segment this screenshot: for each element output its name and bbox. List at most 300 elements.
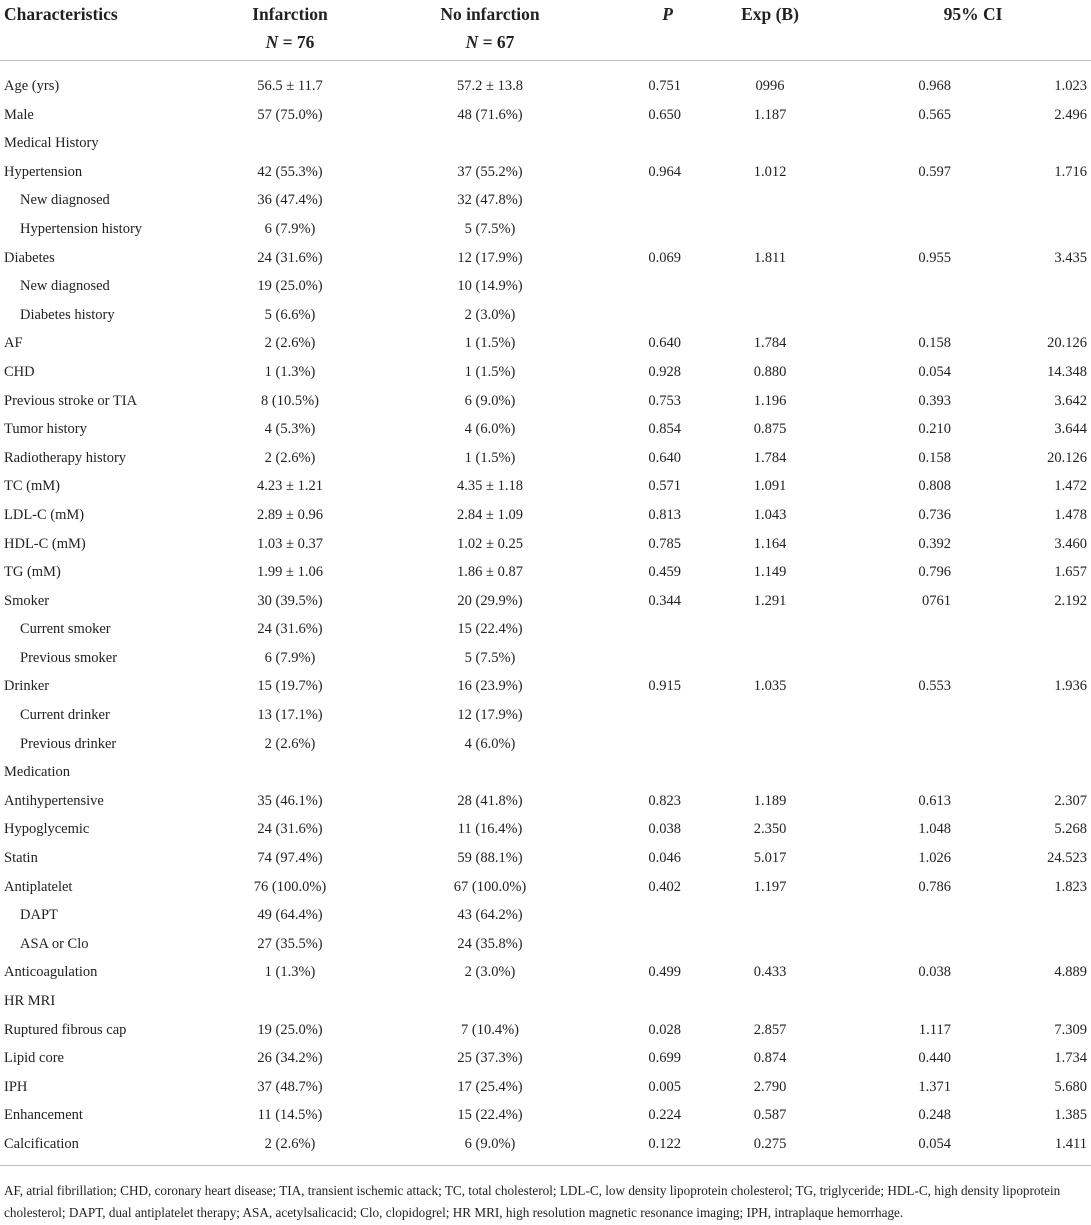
cell-ci-low bbox=[855, 701, 955, 730]
cell-ci-low bbox=[855, 301, 955, 330]
cell-infarction: 35 (46.1%) bbox=[257, 792, 323, 809]
cell-no-infarction: 5 (7.5%) bbox=[464, 220, 516, 237]
cell-exp-b: 1.149 bbox=[753, 564, 787, 581]
table-row bbox=[0, 873, 1091, 902]
cell-p-value: 0.854 bbox=[648, 421, 681, 438]
row-label: Medication bbox=[4, 764, 71, 781]
cell-infarction: 57 (75.0%) bbox=[257, 106, 323, 123]
cell-infarction: 56.5 ± 11.7 bbox=[257, 78, 323, 94]
header-characteristics: Characteristics bbox=[4, 4, 118, 24]
header-p: P bbox=[662, 4, 673, 24]
cell-ci-low: 1.048 bbox=[918, 821, 951, 838]
cell-p-value: 0.005 bbox=[648, 1078, 681, 1095]
cell-ci-low: 0.038 bbox=[918, 964, 951, 981]
cell-ci-low: 0.054 bbox=[918, 1135, 951, 1152]
cell-exp-b: 1.012 bbox=[753, 163, 787, 180]
cell-ci-high: 1.734 bbox=[1054, 1050, 1088, 1067]
cell-no-infarction: 11 (16.4%) bbox=[457, 821, 523, 838]
table-row bbox=[0, 444, 1091, 473]
cell-ci-low bbox=[855, 758, 955, 787]
cell-no-infarction: 6 (9.0%) bbox=[464, 1135, 516, 1152]
cell-no-infarction: 10 (14.9%) bbox=[457, 278, 523, 295]
table-row bbox=[0, 186, 1091, 215]
cell-exp-b bbox=[685, 730, 855, 759]
cell-p-value: 0.813 bbox=[648, 506, 681, 523]
cell-ci-low: 0.968 bbox=[918, 78, 951, 94]
cell-ci-high: 5.680 bbox=[1054, 1078, 1088, 1095]
cell-exp-b: 0.875 bbox=[753, 421, 787, 438]
cell-ci-low: 0.796 bbox=[918, 564, 951, 581]
cell-ci-low: 0.736 bbox=[918, 506, 951, 523]
cell-p-value: 0.928 bbox=[648, 363, 681, 380]
cell-exp-b: 0.874 bbox=[753, 1050, 787, 1067]
cell-p-value bbox=[590, 901, 685, 930]
cell-exp-b: 0.275 bbox=[753, 1135, 787, 1152]
row-label: HR MRI bbox=[4, 993, 56, 1009]
cell-p-value: 0.571 bbox=[648, 478, 681, 495]
cell-ci-low: 0.808 bbox=[918, 478, 951, 495]
cell-exp-b bbox=[685, 930, 855, 959]
table-row bbox=[0, 987, 1091, 1016]
row-label: Antihypertensive bbox=[4, 792, 104, 809]
cell-exp-b: 2.790 bbox=[753, 1078, 787, 1095]
cell-p-value bbox=[590, 701, 685, 730]
header-infarction-n bbox=[190, 28, 390, 56]
header-infarction-n-symbol: N bbox=[265, 32, 279, 52]
table-row bbox=[0, 1073, 1091, 1102]
cell-p-value: 0.640 bbox=[648, 335, 681, 352]
cell-infarction: 4 (5.3%) bbox=[264, 421, 316, 438]
cell-p-value: 0.640 bbox=[648, 449, 681, 466]
table-row bbox=[0, 415, 1091, 444]
table-row bbox=[0, 844, 1091, 873]
cell-ci-low bbox=[855, 186, 955, 215]
header-no-infarction-label: No infarction bbox=[440, 4, 540, 24]
cell-ci-low bbox=[855, 615, 955, 644]
cell-infarction: 11 (14.5%) bbox=[257, 1107, 323, 1124]
cell-infarction: 27 (35.5%) bbox=[257, 935, 323, 952]
cell-ci-low: 0.210 bbox=[918, 421, 951, 438]
row-label: Statin bbox=[4, 850, 38, 867]
cell-ci-low: 0.955 bbox=[918, 249, 951, 266]
header-expb: Exp (B) bbox=[741, 4, 799, 24]
cell-exp-b bbox=[685, 987, 855, 1016]
cell-p-value: 0.224 bbox=[648, 1107, 681, 1124]
row-label: Hypertension history bbox=[20, 220, 143, 237]
cell-ci-low: 0.440 bbox=[918, 1050, 951, 1067]
cell-no-infarction: 37 (55.2%) bbox=[457, 163, 523, 180]
cell-p-value bbox=[590, 987, 685, 1016]
cell-ci-high bbox=[955, 930, 1091, 959]
cell-infarction bbox=[190, 129, 390, 158]
cell-p-value: 0.699 bbox=[648, 1050, 681, 1067]
cell-infarction: 2 (2.6%) bbox=[264, 449, 316, 466]
table-row bbox=[0, 587, 1091, 616]
table-row bbox=[0, 129, 1091, 158]
header-no-infarction-n-value: = 67 bbox=[482, 32, 515, 52]
cell-exp-b bbox=[685, 901, 855, 930]
cell-p-value: 0.915 bbox=[648, 678, 681, 695]
table-row bbox=[0, 615, 1091, 644]
row-label: Previous drinker bbox=[20, 735, 117, 752]
cell-ci-high: 4.889 bbox=[1054, 964, 1088, 981]
cell-ci-high: 14.348 bbox=[1047, 363, 1088, 380]
cell-p-value: 0.751 bbox=[648, 78, 681, 94]
cell-ci-high bbox=[955, 758, 1091, 787]
cell-exp-b: 5.017 bbox=[753, 850, 787, 867]
cell-ci-low bbox=[855, 987, 955, 1016]
table-row bbox=[0, 72, 1091, 101]
table-footnote: AF, atrial fibrillation; CHD, coronary heart disease; TIA, transient ischemic attack; TC, total cholesterol; LDL-C, low density lipoprotein cholesterol; TG, triglyceride; HDL-C, high density lipoprotein cholesterol; DAPT, dual antiplatelet therapy; ASA, acetylsalicacid; Clo, clopidogrel; HR MRI, high resolution magnetic resonance imaging; IPH, intraplaque hemorrhage. bbox=[4, 1183, 1061, 1220]
cell-ci-low: 0.565 bbox=[918, 106, 951, 123]
cell-no-infarction bbox=[390, 987, 590, 1016]
row-label: Lipid core bbox=[4, 1050, 64, 1067]
cell-ci-high: 1.657 bbox=[1054, 564, 1088, 581]
cell-exp-b: 0.433 bbox=[753, 964, 787, 981]
cell-exp-b: 2.857 bbox=[753, 1021, 787, 1038]
row-label: Radiotherapy history bbox=[4, 449, 127, 466]
cell-no-infarction: 17 (25.4%) bbox=[457, 1078, 523, 1095]
table-row bbox=[0, 101, 1091, 130]
cell-no-infarction: 1 (1.5%) bbox=[464, 335, 516, 352]
table-row bbox=[0, 730, 1091, 759]
cell-ci-low: 0.597 bbox=[918, 163, 951, 180]
cell-exp-b: 1.187 bbox=[753, 106, 787, 123]
table-header bbox=[0, 0, 1091, 72]
table-row bbox=[0, 672, 1091, 701]
cell-ci-high: 2.192 bbox=[1054, 592, 1088, 609]
cell-infarction: 6 (7.9%) bbox=[264, 220, 316, 237]
row-label: AF bbox=[4, 335, 23, 352]
cell-exp-b: 1.811 bbox=[753, 249, 787, 266]
cell-infarction: 4.23 ± 1.21 bbox=[257, 478, 323, 495]
cell-p-value: 0.122 bbox=[648, 1135, 681, 1152]
cell-ci-low: 0.613 bbox=[918, 792, 951, 809]
cell-exp-b: 1.291 bbox=[753, 592, 787, 609]
cell-no-infarction: 4.35 ± 1.18 bbox=[457, 478, 523, 495]
cell-no-infarction: 2 (3.0%) bbox=[464, 306, 516, 323]
cell-ci-high bbox=[955, 129, 1091, 158]
cell-ci-high: 1.411 bbox=[1054, 1135, 1088, 1152]
row-label: Smoker bbox=[4, 592, 50, 609]
cell-no-infarction: 32 (47.8%) bbox=[457, 192, 523, 209]
cell-infarction: 6 (7.9%) bbox=[264, 649, 316, 666]
cell-exp-b bbox=[685, 701, 855, 730]
cell-p-value bbox=[590, 615, 685, 644]
row-label: Current drinker bbox=[20, 707, 110, 724]
table-row bbox=[0, 329, 1091, 358]
cell-ci-low: 1.371 bbox=[918, 1078, 951, 1095]
cell-ci-high: 3.644 bbox=[1054, 421, 1088, 438]
cell-no-infarction: 12 (17.9%) bbox=[457, 249, 523, 266]
cell-no-infarction: 1 (1.5%) bbox=[464, 363, 516, 380]
table-row bbox=[0, 815, 1091, 844]
cell-ci-high: 1.472 bbox=[1054, 478, 1088, 495]
row-label: Hypertension bbox=[4, 163, 83, 180]
cell-ci-high: 2.307 bbox=[1054, 792, 1088, 809]
cell-no-infarction: 4 (6.0%) bbox=[464, 735, 516, 752]
cell-exp-b: 1.784 bbox=[753, 449, 787, 466]
cell-p-value: 0.753 bbox=[648, 392, 681, 409]
row-label: Medical History bbox=[4, 135, 99, 152]
row-label: Hypoglycemic bbox=[4, 821, 90, 838]
cell-ci-high: 1.478 bbox=[1054, 506, 1088, 523]
table-row bbox=[0, 930, 1091, 959]
cell-no-infarction: 1 (1.5%) bbox=[464, 449, 516, 466]
cell-ci-high: 7.309 bbox=[1054, 1021, 1088, 1038]
cell-ci-high: 20.126 bbox=[1047, 449, 1088, 466]
table-row bbox=[0, 501, 1091, 530]
cell-no-infarction: 16 (23.9%) bbox=[457, 678, 523, 695]
cell-infarction: 26 (34.2%) bbox=[257, 1050, 323, 1067]
cell-no-infarction: 59 (88.1%) bbox=[457, 850, 523, 867]
header-ci: 95% CI bbox=[943, 4, 1003, 24]
cell-p-value bbox=[590, 301, 685, 330]
cell-ci-high: 1.385 bbox=[1054, 1107, 1088, 1124]
cell-ci-high bbox=[955, 901, 1091, 930]
table-row bbox=[0, 644, 1091, 673]
table-row bbox=[0, 558, 1091, 587]
header-infarction-n-value: = 76 bbox=[282, 32, 315, 52]
cell-ci-high bbox=[955, 615, 1091, 644]
table-row bbox=[0, 758, 1091, 787]
cell-p-value bbox=[590, 215, 685, 244]
cell-ci-high: 3.435 bbox=[1054, 249, 1088, 266]
row-label: Previous smoker bbox=[20, 649, 118, 666]
cell-ci-high: 1.823 bbox=[1054, 878, 1088, 895]
cell-infarction: 2 (2.6%) bbox=[264, 1135, 316, 1152]
cell-infarction: 24 (31.6%) bbox=[257, 621, 323, 638]
cell-infarction: 15 (19.7%) bbox=[257, 678, 323, 695]
row-label: Tumor history bbox=[4, 421, 87, 438]
table-row bbox=[0, 1101, 1091, 1130]
row-label: Diabetes bbox=[4, 249, 55, 266]
footer-rule bbox=[0, 1165, 1091, 1166]
table-row bbox=[0, 215, 1091, 244]
cell-no-infarction: 7 (10.4%) bbox=[461, 1021, 519, 1038]
cell-exp-b: 1.164 bbox=[753, 535, 787, 552]
cell-no-infarction: 25 (37.3%) bbox=[457, 1050, 523, 1067]
cell-exp-b: 1.043 bbox=[753, 506, 787, 523]
cell-ci-low bbox=[855, 272, 955, 301]
cell-exp-b bbox=[685, 758, 855, 787]
cell-no-infarction bbox=[390, 129, 590, 158]
row-label: Enhancement bbox=[4, 1107, 83, 1124]
cell-no-infarction bbox=[390, 758, 590, 787]
table-row bbox=[0, 358, 1091, 387]
cell-infarction: 1 (1.3%) bbox=[264, 363, 316, 380]
cell-p-value: 0.650 bbox=[648, 106, 681, 123]
cell-ci-low: 0.393 bbox=[918, 392, 951, 409]
cell-infarction: 2 (2.6%) bbox=[264, 735, 316, 752]
row-label: HDL-C (mM) bbox=[4, 535, 86, 552]
cell-exp-b bbox=[685, 129, 855, 158]
cell-no-infarction: 12 (17.9%) bbox=[457, 707, 523, 724]
cell-ci-low bbox=[855, 215, 955, 244]
cell-ci-low: 1.117 bbox=[918, 1021, 951, 1038]
table-row bbox=[0, 901, 1091, 930]
cell-ci-low bbox=[855, 930, 955, 959]
cell-infarction: 2.89 ± 0.96 bbox=[257, 506, 323, 523]
cell-p-value bbox=[590, 930, 685, 959]
cell-ci-high: 1.716 bbox=[1054, 163, 1088, 180]
table-row bbox=[0, 530, 1091, 559]
cell-p-value: 0.499 bbox=[648, 964, 681, 981]
cell-ci-high bbox=[955, 272, 1091, 301]
cell-p-value bbox=[590, 730, 685, 759]
cell-ci-high: 1.023 bbox=[1054, 78, 1088, 94]
cell-ci-low bbox=[855, 901, 955, 930]
cell-p-value: 0.823 bbox=[648, 792, 681, 809]
cell-no-infarction: 15 (22.4%) bbox=[457, 621, 523, 638]
cell-infarction: 24 (31.6%) bbox=[257, 821, 323, 838]
cell-infarction: 30 (39.5%) bbox=[257, 592, 323, 609]
table-row bbox=[0, 301, 1091, 330]
cell-ci-high: 3.460 bbox=[1054, 535, 1088, 552]
cell-p-value: 0.069 bbox=[648, 249, 681, 266]
cell-exp-b: 1.196 bbox=[753, 392, 787, 409]
cell-exp-b bbox=[685, 215, 855, 244]
cell-no-infarction: 24 (35.8%) bbox=[457, 935, 523, 952]
cell-exp-b: 1.784 bbox=[753, 335, 787, 352]
row-label: New diagnosed bbox=[20, 192, 110, 209]
cell-infarction: 74 (97.4%) bbox=[257, 850, 323, 867]
row-label: Ruptured fibrous cap bbox=[4, 1021, 127, 1038]
cell-ci-high bbox=[955, 987, 1091, 1016]
row-label: Calcification bbox=[4, 1135, 79, 1152]
cell-no-infarction: 15 (22.4%) bbox=[457, 1107, 523, 1124]
cell-exp-b bbox=[685, 644, 855, 673]
header-no-infarction-n-symbol: N bbox=[465, 32, 479, 52]
table-row bbox=[0, 1044, 1091, 1073]
cell-infarction bbox=[190, 758, 390, 787]
cell-no-infarction: 6 (9.0%) bbox=[464, 392, 516, 409]
row-label: Previous stroke or TIA bbox=[4, 392, 138, 409]
cell-infarction: 5 (6.6%) bbox=[264, 306, 316, 323]
row-label: Antiplatelet bbox=[4, 878, 73, 895]
cell-p-value bbox=[590, 758, 685, 787]
cell-ci-low: 0.158 bbox=[918, 335, 951, 352]
cell-p-value: 0.459 bbox=[648, 564, 681, 581]
cell-no-infarction: 4 (6.0%) bbox=[464, 421, 516, 438]
cell-p-value bbox=[590, 272, 685, 301]
cell-exp-b: 2.350 bbox=[753, 821, 787, 838]
cell-p-value: 0.038 bbox=[648, 821, 681, 838]
row-label: ASA or Clo bbox=[20, 935, 89, 952]
cell-ci-low bbox=[855, 730, 955, 759]
cell-no-infarction: 67 (100.0%) bbox=[453, 878, 527, 895]
cell-ci-low: 0761 bbox=[922, 592, 951, 609]
cell-no-infarction: 57.2 ± 13.8 bbox=[457, 78, 523, 94]
header-no-infarction bbox=[390, 0, 590, 61]
table-row bbox=[0, 158, 1091, 187]
row-label: TG (mM) bbox=[4, 564, 61, 581]
cell-p-value: 0.402 bbox=[648, 878, 681, 895]
table-body bbox=[0, 72, 1091, 1159]
row-label: Drinker bbox=[4, 678, 50, 695]
cell-infarction: 49 (64.4%) bbox=[257, 907, 323, 924]
cell-no-infarction: 1.02 ± 0.25 bbox=[457, 535, 523, 552]
cell-ci-low: 0.786 bbox=[918, 878, 951, 895]
table-row bbox=[0, 787, 1091, 816]
table-row bbox=[0, 1130, 1091, 1159]
cell-infarction: 42 (55.3%) bbox=[257, 163, 323, 180]
cell-ci-high: 5.268 bbox=[1054, 821, 1088, 838]
cell-exp-b: 1.091 bbox=[753, 478, 787, 495]
row-label: Anticoagulation bbox=[4, 964, 98, 981]
cell-ci-low bbox=[855, 644, 955, 673]
row-label: Male bbox=[4, 106, 34, 123]
cell-ci-low: 1.026 bbox=[918, 850, 951, 867]
header-no-infarction-n bbox=[390, 28, 590, 56]
cell-infarction: 8 (10.5%) bbox=[261, 392, 319, 409]
row-label: LDL-C (mM) bbox=[4, 506, 85, 523]
cell-infarction: 37 (48.7%) bbox=[257, 1078, 323, 1095]
cell-p-value: 0.046 bbox=[648, 850, 681, 867]
row-label: Diabetes history bbox=[20, 306, 115, 323]
cell-ci-high bbox=[955, 701, 1091, 730]
cell-infarction: 1 (1.3%) bbox=[264, 964, 316, 981]
cell-ci-high: 2.496 bbox=[1054, 106, 1088, 123]
table-row bbox=[0, 701, 1091, 730]
cell-ci-low: 0.248 bbox=[918, 1107, 951, 1124]
cell-ci-high: 24.523 bbox=[1047, 850, 1088, 867]
cell-no-infarction: 20 (29.9%) bbox=[457, 592, 523, 609]
cell-infarction: 24 (31.6%) bbox=[257, 249, 323, 266]
cell-exp-b: 0.587 bbox=[753, 1107, 787, 1124]
header-infarction-label: Infarction bbox=[252, 4, 328, 24]
cell-infarction: 36 (47.4%) bbox=[257, 192, 323, 209]
header-infarction bbox=[190, 0, 390, 61]
cell-p-value bbox=[590, 129, 685, 158]
row-label: TC (mM) bbox=[4, 478, 60, 495]
cell-p-value bbox=[590, 644, 685, 673]
cell-ci-low bbox=[855, 129, 955, 158]
cell-infarction: 1.03 ± 0.37 bbox=[257, 535, 323, 552]
cell-ci-high bbox=[955, 186, 1091, 215]
cell-no-infarction: 1.86 ± 0.87 bbox=[457, 564, 523, 581]
cell-ci-high: 3.642 bbox=[1054, 392, 1088, 409]
cell-no-infarction: 28 (41.8%) bbox=[457, 792, 523, 809]
row-label: Age (yrs) bbox=[4, 78, 60, 94]
cell-ci-high bbox=[955, 215, 1091, 244]
table-row bbox=[0, 472, 1091, 501]
row-label: DAPT bbox=[20, 907, 58, 924]
cell-exp-b bbox=[685, 301, 855, 330]
cell-p-value: 0.785 bbox=[648, 535, 681, 552]
cell-infarction: 19 (25.0%) bbox=[257, 278, 323, 295]
cell-infarction: 76 (100.0%) bbox=[253, 878, 327, 895]
cell-exp-b: 1.035 bbox=[753, 678, 787, 695]
cell-exp-b bbox=[685, 615, 855, 644]
cell-exp-b bbox=[685, 272, 855, 301]
cell-no-infarction: 48 (71.6%) bbox=[457, 106, 523, 123]
table-row bbox=[0, 244, 1091, 273]
row-label: IPH bbox=[4, 1078, 28, 1095]
cell-no-infarction: 2.84 ± 1.09 bbox=[457, 506, 523, 523]
cell-exp-b bbox=[685, 186, 855, 215]
cell-infarction: 19 (25.0%) bbox=[257, 1021, 323, 1038]
cell-p-value: 0.964 bbox=[648, 163, 681, 180]
cell-no-infarction: 43 (64.2%) bbox=[457, 907, 523, 924]
cell-ci-low: 0.392 bbox=[918, 535, 951, 552]
cell-no-infarction: 2 (3.0%) bbox=[464, 964, 516, 981]
cell-ci-high bbox=[955, 644, 1091, 673]
cell-infarction: 1.99 ± 1.06 bbox=[257, 564, 323, 581]
table-row bbox=[0, 272, 1091, 301]
cell-infarction bbox=[190, 987, 390, 1016]
cell-infarction: 13 (17.1%) bbox=[257, 707, 323, 724]
